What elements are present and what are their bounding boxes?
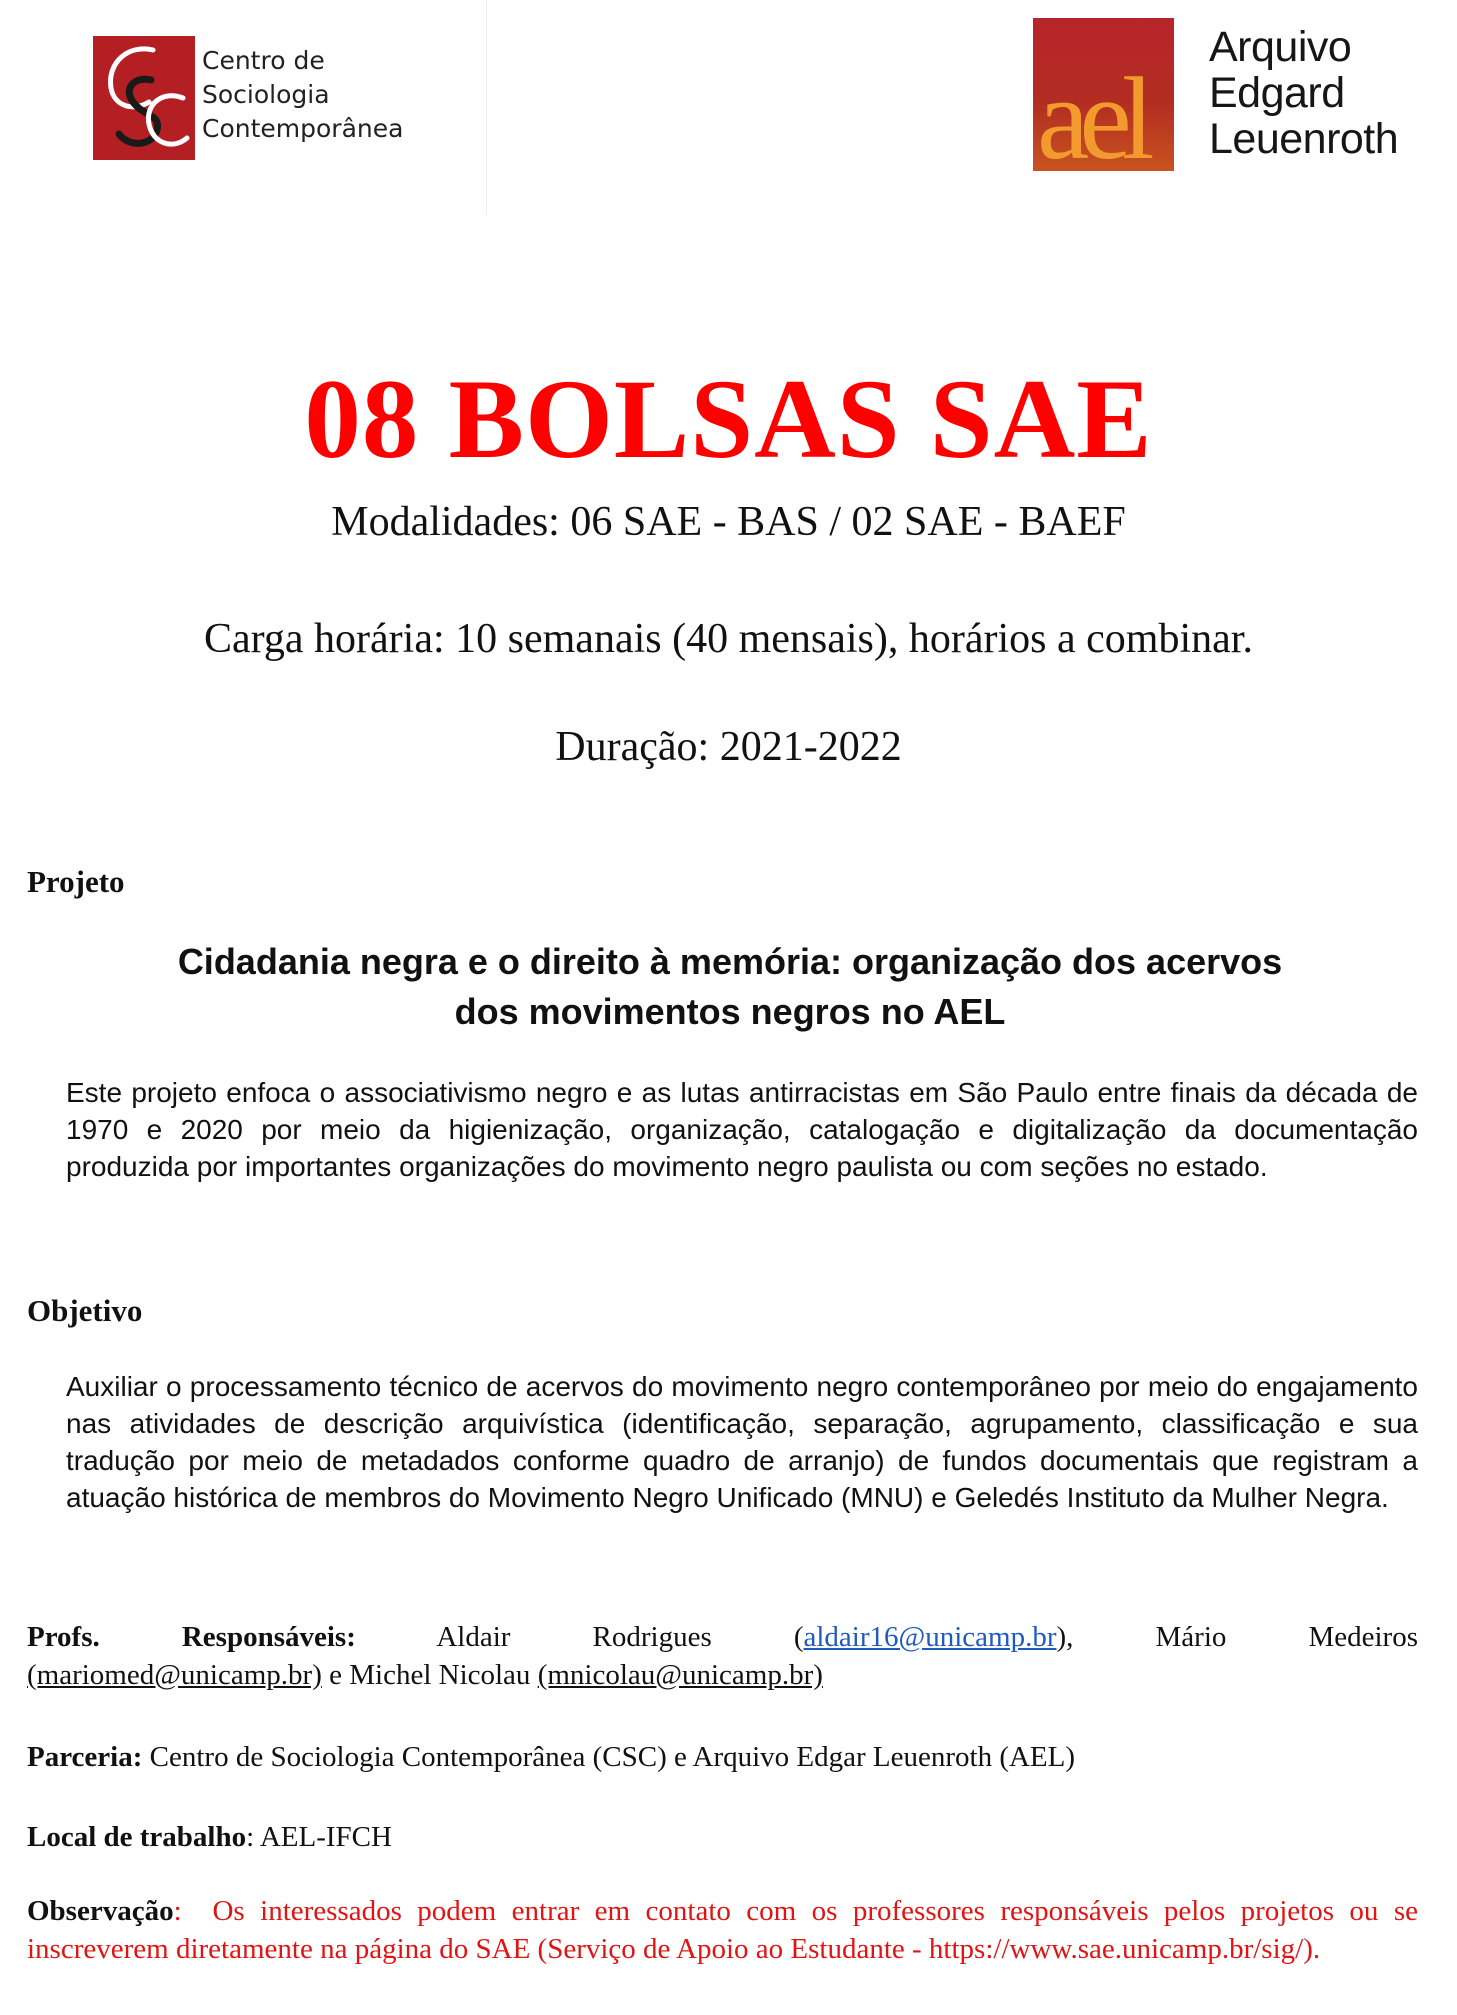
csc-logo-line: Sociologia <box>202 80 330 109</box>
prof-email-link[interactable]: (mnicolau@unicamp.br) <box>537 1659 823 1691</box>
ael-logo-line: Edgard <box>1209 69 1345 117</box>
paren-close: ), <box>1056 1621 1074 1653</box>
local-text: : AEL-IFCH <box>246 1821 392 1853</box>
csc-logo <box>93 36 423 162</box>
svg-text:ael: ael <box>1037 53 1145 171</box>
prof-name: Mário Medeiros <box>1155 1621 1418 1653</box>
profs-line-2 <box>27 1656 1418 1694</box>
main-title: 08 BOLSAS SAE <box>304 357 1153 482</box>
project-description: Este projeto enfoca o associativismo negro e as lutas antirracistas em São Paulo entre finais da década de 1970 e 2020 por meio da higienização, organização, catalogação e digitalização da documentação produzida por importantes organizações do movimento negro paulista ou com seções no estado. <box>66 1077 1418 1182</box>
local-de-trabalho <box>27 1818 1418 1856</box>
modalidades-line: Modalidades: 06 SAE - BAS / 02 SAE - BAEF <box>331 499 1126 545</box>
objetivo-text: Auxiliar o processamento técnico de acervos do movimento negro contemporâneo por meio do engajamento nas atividades de descrição arquivística (identificação, separação, agrupamento, classificação e sua tradução por meio de metadados conforme quadro de arranjo) de fundos documentais que registram a atuação histórica de membros do Movimento Negro Unificado (MNU) e Geledés Instituto da Mulher Negra. <box>66 1371 1418 1513</box>
csc-monogram-icon <box>93 36 195 160</box>
prof-email-group <box>794 1621 1074 1653</box>
objetivo-heading: Objetivo <box>27 1293 143 1328</box>
observacao <box>27 1892 1426 1968</box>
project-title-line: dos movimentos negros no AEL <box>454 991 1006 1032</box>
project-title <box>60 937 1400 1037</box>
parceria-text: Centro de Sociologia Contemporânea (CSC) e Arquivo Edgar Leuenroth (AEL) <box>149 1741 1076 1773</box>
csc-logo-line: Centro de <box>202 46 325 75</box>
carga-horaria-line: Carga horária: 10 semanais (40 mensais), horários a combinar. <box>204 616 1253 662</box>
observacao-text: : Os interessados podem entrar em contato com os professores responsáveis pelos projetos ou se inscreverem diretamente na página do SAE (Serviço de Apoio ao Estudante - https://www.sae.unicamp.br/sig/). <box>27 1895 1426 1965</box>
profs-line-1 <box>27 1618 1418 1656</box>
ael-monogram-icon <box>1033 18 1174 171</box>
ael-logo-line: Leuenroth <box>1209 115 1399 163</box>
duracao-line: Duração: 2021-2022 <box>555 724 902 770</box>
prof-connector: e Michel Nicolau <box>329 1659 531 1691</box>
parceria-label: Parceria: <box>27 1741 143 1773</box>
header-divider <box>486 0 487 215</box>
csc-monogram-emblem <box>93 36 195 160</box>
profs-label: Profs. Responsáveis: <box>27 1621 356 1653</box>
project-title-line: Cidadania negra e o direito à memória: organização dos acervos <box>177 941 1283 982</box>
prof-email-link[interactable]: (mariomed@unicamp.br) <box>27 1659 322 1691</box>
prof-email-link[interactable]: aldair16@unicamp.br <box>803 1621 1057 1653</box>
ael-logo-text <box>1209 24 1398 162</box>
csc-logo-text <box>202 44 403 146</box>
ael-monogram-emblem <box>1033 18 1174 171</box>
paren-open: ( <box>793 1621 804 1653</box>
projeto-heading: Projeto <box>27 864 125 899</box>
profs-responsaveis <box>27 1618 1418 1694</box>
ael-logo <box>1033 18 1433 178</box>
ael-logo-line: Arquivo <box>1209 23 1352 71</box>
parceria <box>27 1738 1418 1776</box>
local-label: Local de trabalho <box>27 1821 247 1853</box>
observacao-label: Observação <box>27 1895 174 1927</box>
prof-name: Aldair Rodrigues <box>436 1621 712 1653</box>
csc-logo-line: Contemporânea <box>202 114 404 143</box>
